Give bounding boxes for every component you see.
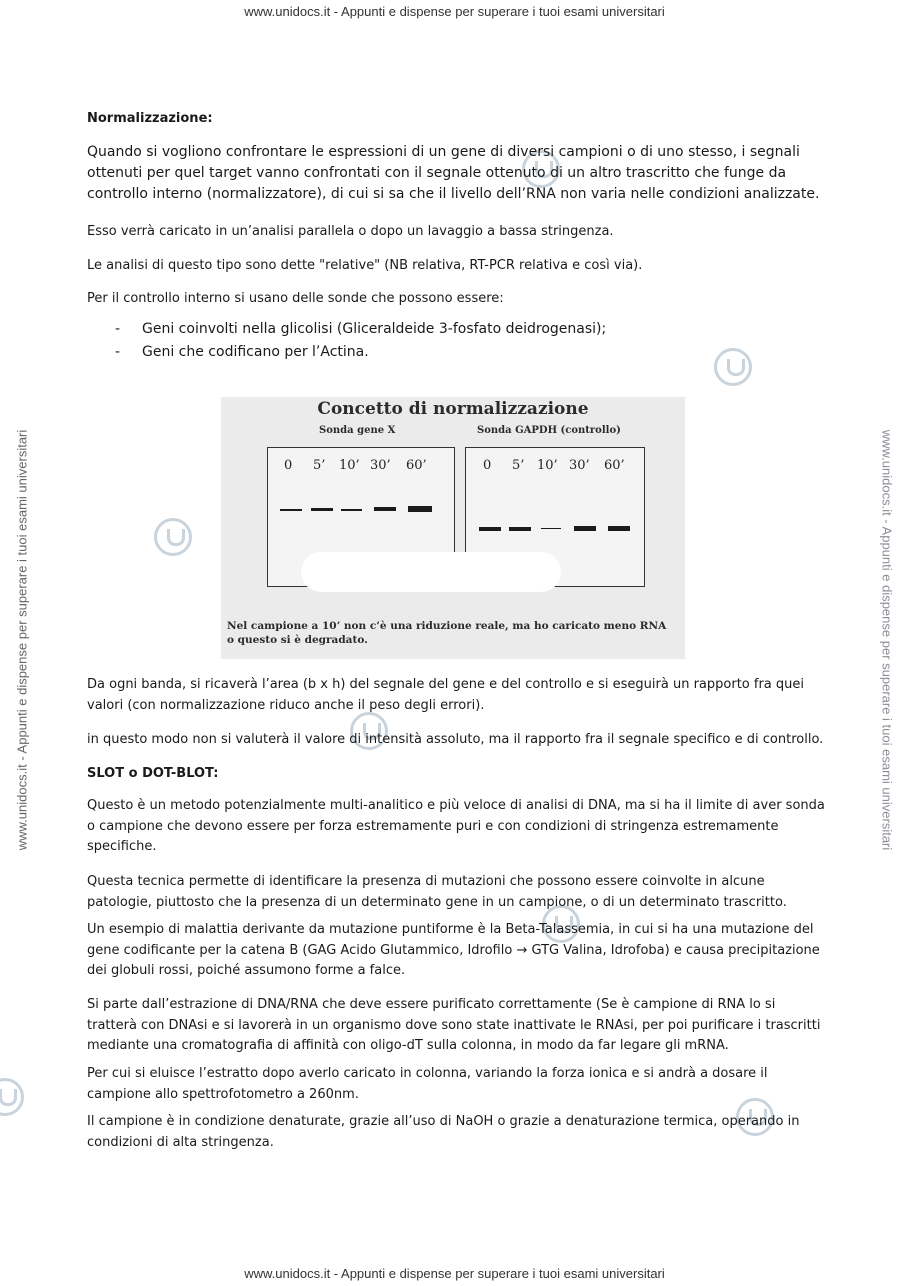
timepoint-label: 0 [284, 458, 293, 473]
list-marker: - [115, 321, 121, 337]
watermark-logo-icon [714, 348, 752, 386]
paragraph: Questo è un metodo potenzialmente multi-analitico e più veloce di analisi di DNA, ma si ha il limite di aver sonda o campione che devono essere per forza estremamente puri e con condizioni di stringenza estremamente specifiche. [87, 798, 825, 854]
paragraph: Si parte dall’estrazione di DNA/RNA che deve essere purificato correttamente (Se è campione di RNA lo si tratterà con DNAsi e si lavorerà in un organismo dove sono state inattivate le RNAsi, per poi purificare i trascritti mediante una cromatografia di affinità con oligo-dT sulla colonna, in modo da far legare gli mRNA. [87, 997, 821, 1053]
blot-band [479, 527, 501, 531]
timepoint-label: 5’ [512, 458, 525, 473]
timepoint-label: 60’ [604, 458, 625, 473]
paragraph: Il campione è in condizione denaturate, grazie all’uso di NaOH o grazie a denaturazione termica, operando in condizioni di alta stringenza. [87, 1114, 800, 1150]
normalization-figure [221, 397, 685, 659]
paragraph: in questo modo non si valuterà il valore di intensità assoluto, ma il rapporto fra il segnale specifico e di controllo. [87, 732, 824, 747]
blot-band [408, 506, 432, 512]
blot-band [574, 526, 596, 531]
section-heading-slot-dot-blot: SLOT o DOT-BLOT: [87, 766, 219, 781]
blot-band [608, 526, 630, 531]
blot-band [541, 528, 561, 529]
list-item-text: Geni che codificano per l’Actina. [142, 344, 369, 360]
blot-band [509, 527, 531, 531]
figure-caption: Nel campione a 10’ non c’è una riduzione reale, ma ho caricato meno RNA o questo si è degradato. [227, 620, 667, 646]
paragraph: Per il controllo interno si usano delle sonde che possono essere: [87, 291, 504, 306]
watermark-logo-icon [0, 1078, 24, 1116]
right-panel-label: Sonda GAPDH (controllo) [477, 425, 621, 436]
blot-band [341, 509, 362, 511]
paragraph: Questa tecnica permette di identificare la presenza di mutazioni che possono essere coinvolte in alcune patologie, piuttosto che la presenza di un determinato gene in un campione, o di un determinato trascritto. [87, 874, 787, 910]
figure-redaction-smudge [301, 552, 561, 592]
blot-band [311, 508, 333, 511]
footer-watermark: www.unidocs.it - Appunti e dispense per superare i tuoi esami universitari [244, 1266, 665, 1281]
blot-band [280, 509, 302, 511]
intro-paragraph: Quando si vogliono confrontare le espressioni di un gene di diversi campioni o di uno stesso, i segnali ottenuti per quel target vanno confrontati con il segnale ottenuto di un altro trascritto che funge da controllo interno (normalizzatore), di cui si sa che il livello dell’RNA non varia nelle condizioni analizzate. [87, 144, 820, 202]
left-panel-label: Sonda gene X [319, 425, 396, 436]
timepoint-label: 0 [483, 458, 492, 473]
left-side-watermark: www.unidocs.it - Appunti e dispense per superare i tuoi esami universitari [14, 429, 30, 851]
paragraph: Per cui si eluisce l’estratto dopo averlo caricato in colonna, variando la forza ionica e si andrà a dosare il campione allo spettrofotometro a 260nm. [87, 1066, 768, 1102]
list-item [115, 344, 369, 360]
section-heading-normalizzazione: Normalizzazione: [87, 111, 213, 126]
list-item-text: Geni coinvolti nella glicolisi (Gliceraldeide 3-fosfato deidrogenasi); [142, 321, 607, 337]
timepoint-label: 60’ [406, 458, 427, 473]
list-marker: - [115, 344, 121, 360]
timepoint-label: 30’ [569, 458, 590, 473]
paragraph: Le analisi di questo tipo sono dette "relative" (NB relativa, RT-PCR relativa e così via). [87, 258, 643, 273]
watermark-logo-icon [154, 518, 192, 556]
header-watermark: www.unidocs.it - Appunti e dispense per superare i tuoi esami universitari [244, 4, 665, 19]
paragraph: Un esempio di malattia derivante da mutazione puntiforme è la Beta-Talassemia, in cui si ha una mutazione del gene codificante per la catena B (GAG Acido Glutammico, Idrofilo → GTG Valina, Idrofoba) e causa precipitazione dei globuli rossi, poiché assumono forme a falce. [87, 922, 820, 978]
timepoint-label: 10’ [339, 458, 360, 473]
right-side-watermark: www.unidocs.it - Appunti e dispense per superare i tuoi esami universitari [879, 429, 895, 851]
timepoint-label: 10’ [537, 458, 558, 473]
list-item [115, 321, 606, 337]
paragraph: Da ogni banda, si ricaverà l’area (b x h) del segnale del gene e del controllo e si eseguirà un rapporto fra quei valori (con normalizzazione riduco anche il peso degli errori). [87, 677, 805, 713]
paragraph: Esso verrà caricato in un’analisi parallela o dopo un lavaggio a bassa stringenza. [87, 224, 614, 239]
blot-band [374, 507, 396, 511]
figure-title: Concetto di normalizzazione [317, 399, 589, 419]
timepoint-label: 5’ [313, 458, 326, 473]
timepoint-label: 30’ [370, 458, 391, 473]
